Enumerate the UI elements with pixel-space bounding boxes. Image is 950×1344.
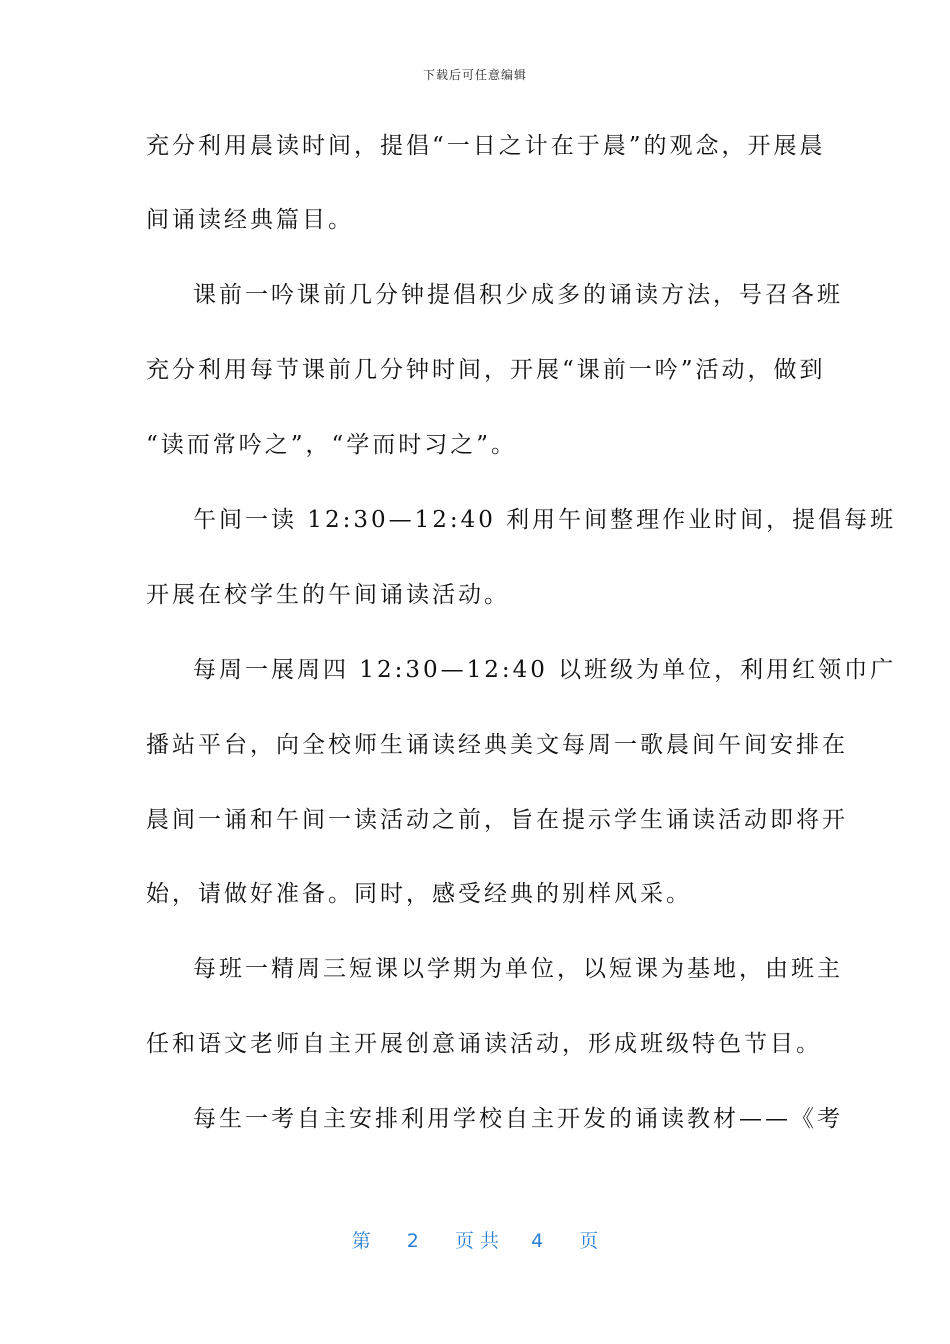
paragraph-start-line: 每班一精周三短课以学期为单位，以短课为基地，由班主	[193, 956, 843, 982]
text-line: 晨间一诵和午间一读活动之前，旨在提示学生诵读活动即将开	[146, 807, 848, 833]
paragraph-start-line: 每周一展周四 12:30—12:40 以班级为单位，利用红领巾广	[193, 657, 897, 683]
text-line: 充分利用每节课前几分钟时间，开展“课前一吟”活动，做到	[146, 357, 826, 383]
paragraph-start-line: 课前一吟课前几分钟提倡积少成多的诵读方法，号召各班	[193, 282, 843, 308]
text-line: 播站平台，向全校师生诵读经典美文每周一歌晨间午间安排在	[146, 732, 848, 758]
page-header-note: 下载后可任意编辑	[422, 68, 527, 82]
current-page-number: 2	[406, 1230, 419, 1252]
page-label-prefix: 第	[351, 1230, 371, 1252]
paragraph-start-line: 每生一考自主安排利用学校自主开发的诵读教材——《考	[193, 1106, 843, 1132]
page-footer	[0, 1226, 950, 1253]
text-line: 间诵读经典篇目。	[146, 207, 354, 233]
text-line: 始，请做好准备。同时，感受经典的别样风采。	[146, 881, 692, 907]
total-pages-number: 4	[531, 1230, 544, 1252]
page-label-suffix: 页	[579, 1230, 599, 1252]
text-line: 任和语文老师自主开展创意诵读活动，形成班级特色节目。	[146, 1031, 822, 1057]
text-line: 充分利用晨读时间，提倡“一日之计在于晨”的观念，开展晨	[146, 133, 826, 159]
page-label-middle: 页共	[454, 1230, 505, 1252]
text-line: 开展在校学生的午间诵读活动。	[146, 582, 510, 608]
text-line: “读而常吟之”，“学而时习之”。	[146, 432, 518, 458]
paragraph-start-line: 午间一读 12:30—12:40 利用午间整理作业时间，提倡每班	[193, 507, 897, 533]
